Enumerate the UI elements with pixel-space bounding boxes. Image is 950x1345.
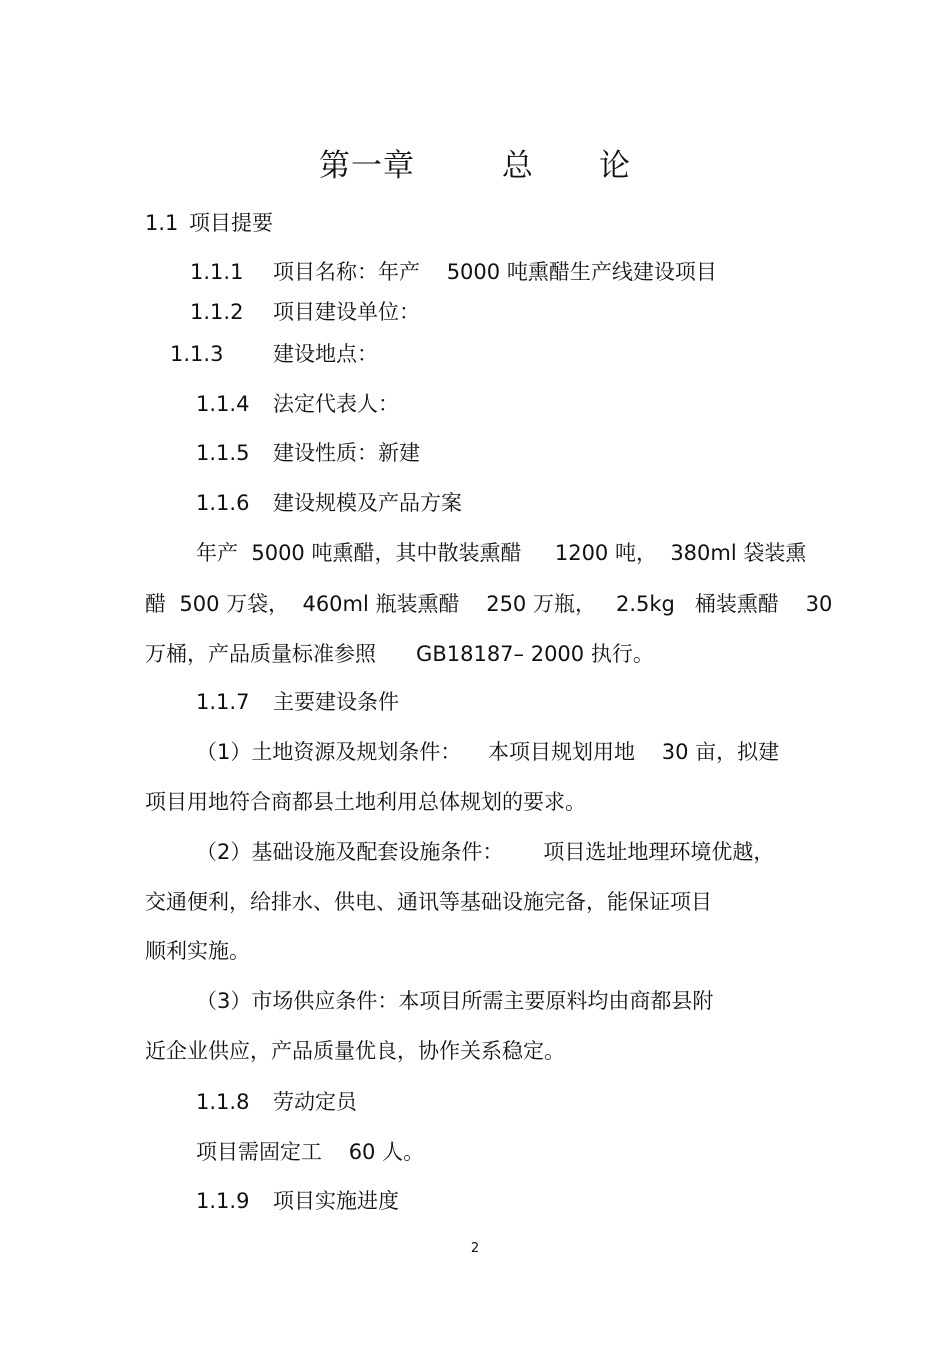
item-1-1-4 <box>196 389 399 419</box>
item-number: 1.1.4 <box>196 392 250 416</box>
paragraph-scale-line: 万桶，产品质量标准参照 GB18187– 2000 执行。 <box>145 642 654 666</box>
section-heading <box>145 208 273 238</box>
item-1-1-3 <box>170 339 378 369</box>
item-number: 1.1.6 <box>196 491 250 515</box>
item-number: 1.1.5 <box>196 441 250 465</box>
item-number: 1.1.7 <box>196 690 250 714</box>
item-1-1-1 <box>190 257 717 287</box>
item-number: 1.1.8 <box>196 1090 250 1114</box>
item-text: 主要建设条件 <box>273 690 399 714</box>
paragraph-scale-line: 醋 500 万袋， 460ml 瓶装熏醋 250 万瓶， 2.5kg 桶装熏醋 30 <box>145 592 833 616</box>
item-1-1-7 <box>196 687 399 717</box>
item-1-1-5 <box>196 438 420 468</box>
paragraph-staff: 项目需固定工 60 人。 <box>196 1140 425 1164</box>
item-number: 1.1.3 <box>170 342 224 366</box>
item-text: 劳动定员 <box>273 1090 357 1114</box>
chapter-title: 第一章 总 论 <box>319 148 631 184</box>
item-1-1-2 <box>190 297 420 327</box>
item-number: 1.1.9 <box>196 1189 250 1213</box>
item-text: 项目建设单位： <box>273 300 420 324</box>
item-text: 建设性质：新建 <box>273 441 420 465</box>
paragraph-infra-line: 交通便利，给排水、供电、通讯等基础设施完备，能保证项目 <box>145 890 712 914</box>
item-1-1-9 <box>196 1186 399 1216</box>
section-number: 1.1 <box>145 211 179 235</box>
item-number: 1.1.1 <box>190 260 244 284</box>
paragraph-market-line: 近企业供应，产品质量优良，协作关系稳定。 <box>145 1039 565 1063</box>
paragraph-land-line: 项目用地符合商都县土地利用总体规划的要求。 <box>145 790 586 814</box>
item-number: 1.1.2 <box>190 300 244 324</box>
paragraph-market-line: （3）市场供应条件：本项目所需主要原料均由商都县附 <box>196 989 714 1013</box>
paragraph-infra-line: 顺利实施。 <box>145 939 250 963</box>
paragraph-infra-line: （2）基础设施及配套设施条件： 项目选址地理环境优越， <box>196 840 775 864</box>
item-text: 项目实施进度 <box>273 1189 399 1213</box>
item-1-1-8 <box>196 1087 357 1117</box>
item-text: 法定代表人： <box>273 392 399 416</box>
item-1-1-6 <box>196 488 462 518</box>
paragraph-scale-line: 年产 5000 吨熏醋，其中散装熏醋 1200 吨， 380ml 袋装熏 <box>196 541 807 565</box>
page-number: 2 <box>470 1241 480 1256</box>
item-text: 项目名称：年产 5000 吨熏醋生产线建设项目 <box>273 260 717 284</box>
paragraph-land-line: （1）土地资源及规划条件： 本项目规划用地 30 亩，拟建 <box>196 740 780 764</box>
item-text: 建设规模及产品方案 <box>273 491 462 515</box>
item-text: 建设地点： <box>273 342 378 366</box>
section-title: 项目提要 <box>189 211 273 235</box>
